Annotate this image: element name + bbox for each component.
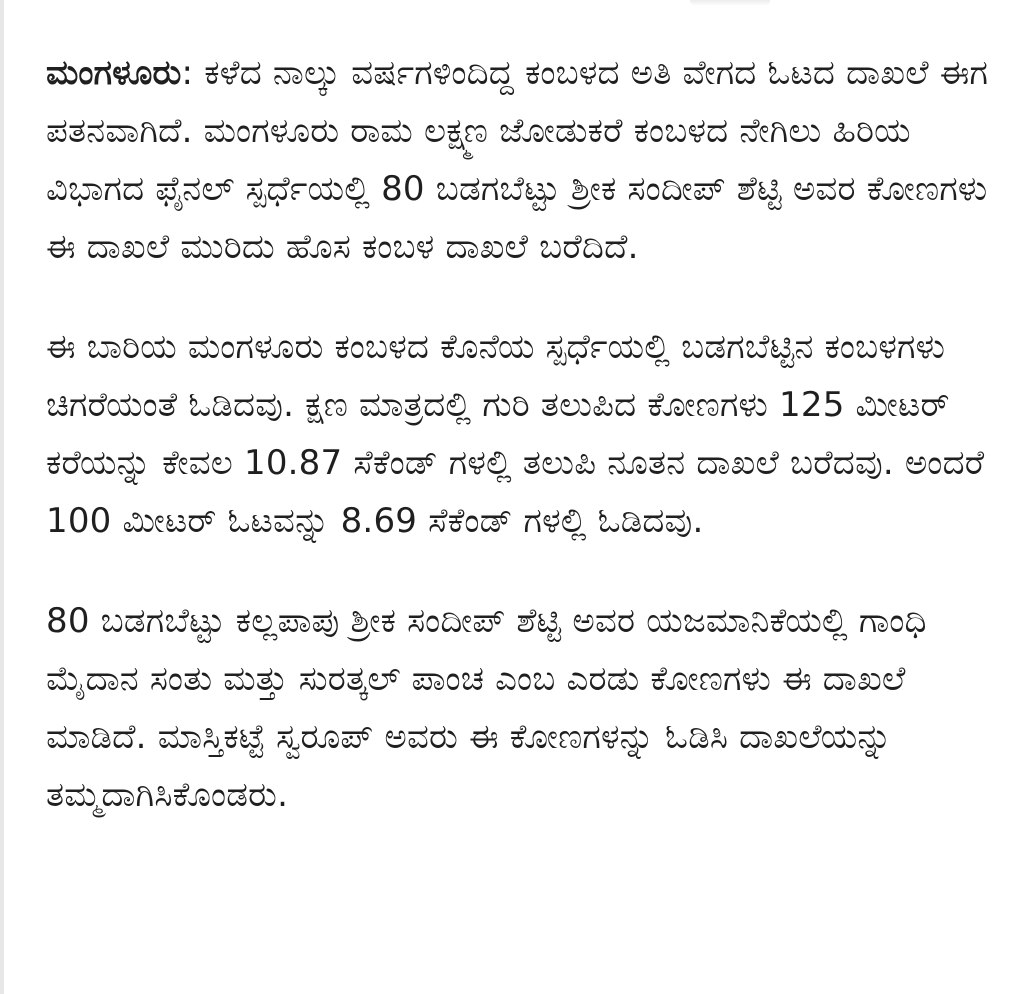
article-paragraph-1 (46, 44, 996, 276)
dateline-separator: : (181, 53, 194, 93)
top-scroll-shadow (690, 0, 770, 6)
article-paragraph-3: 80 ಬಡಗಬೆಟ್ಟು ಕಲ್ಲಪಾಪು ಶ್ರೀಕ ಸಂದೀಪ್ ಶೆಟ್ಟಿ ಅವರ ಯಜಮಾನಿಕೆಯಲ್ಲಿ ಗಾಂಧಿ ಮೈದಾನ ಸಂತು ಮತ್ತು ಸುರತ್ಕಲ್ ಪಾಂಚ ಎಂಬ ಎರಡು ಕೋಣಗಳು ಈ ದಾಖಲೆ ಮಾಡಿದೆ. ಮಾಸ್ತಿಕಟ್ಟೆ ಸ್ವರೂಪ್ ಅವರು ಈ ಕೋಣಗಳನ್ನು ಓಡಿಸಿ ದಾಖಲೆಯನ್ನು ತಮ್ಮದಾಗಿಸಿಕೊಂಡರು. (46, 601, 927, 815)
left-edge-shadow (0, 0, 4, 994)
dateline: ಮಂಗಳೂರು (46, 53, 182, 93)
paragraph-1-text: ಕಳೆದ ನಾಲ್ಕು ವರ್ಷಗಳಿಂದಿದ್ದ ಕಂಬಳದ ಅತಿ ವೇಗದ ಓಟದ ದಾಖಲೆ ಈಗ ಪತನವಾಗಿದೆ. ಮಂಗಳೂರು ರಾಮ ಲಕ್ಷ್ಮಣ ಜೋಡುಕರೆ ಕಂಬಳದ ನೇಗಿಲು ಹಿರಿಯ ವಿಭಾಗದ ಫೈನಲ್ ಸ್ಪರ್ಧೆಯಲ್ಲಿ 80 ಬಡಗಬೆಟ್ಟು ಶ್ರೀಕ ಸಂದೀಪ್ ಶೆಟ್ಟಿ ಅವರ ಕೋಣಗಳು ಈ ದಾಖಲೆ ಮುರಿದು ಹೊಸ ಕಂಬಳ ದಾಖಲೆ ಬರೆದಿದೆ. (46, 53, 989, 267)
article-paragraph-2: ಈ ಬಾರಿಯ ಮಂಗಳೂರು ಕಂಬಳದ ಕೊನೆಯ ಸ್ಪರ್ಧೆಯಲ್ಲಿ ಬಡಗಬೆಟ್ಟಿನ ಕಂಬಳಗಳು ಚಿಗರೆಯಂತೆ ಓಡಿದವು. ಕ್ಷಣ ಮಾತ್ರದಲ್ಲಿ ಗುರಿ ತಲುಪಿದ ಕೋಣಗಳು 125 ಮೀಟರ್ ಕರೆಯನ್ನು ಕೇವಲ 10.87 ಸೆಕೆಂಡ್ ಗಳಲ್ಲಿ ತಲುಪಿ ನೂತನ ದಾಖಲೆ ಬರೆದವು. ಅಂದರೆ 100 ಮೀಟರ್ ಓಟವನ್ನು 8.69 ಸೆಕೆಂಡ್ ಗಳಲ್ಲಿ ಓಡಿದವು. (46, 327, 985, 541)
news-article (46, 44, 996, 974)
